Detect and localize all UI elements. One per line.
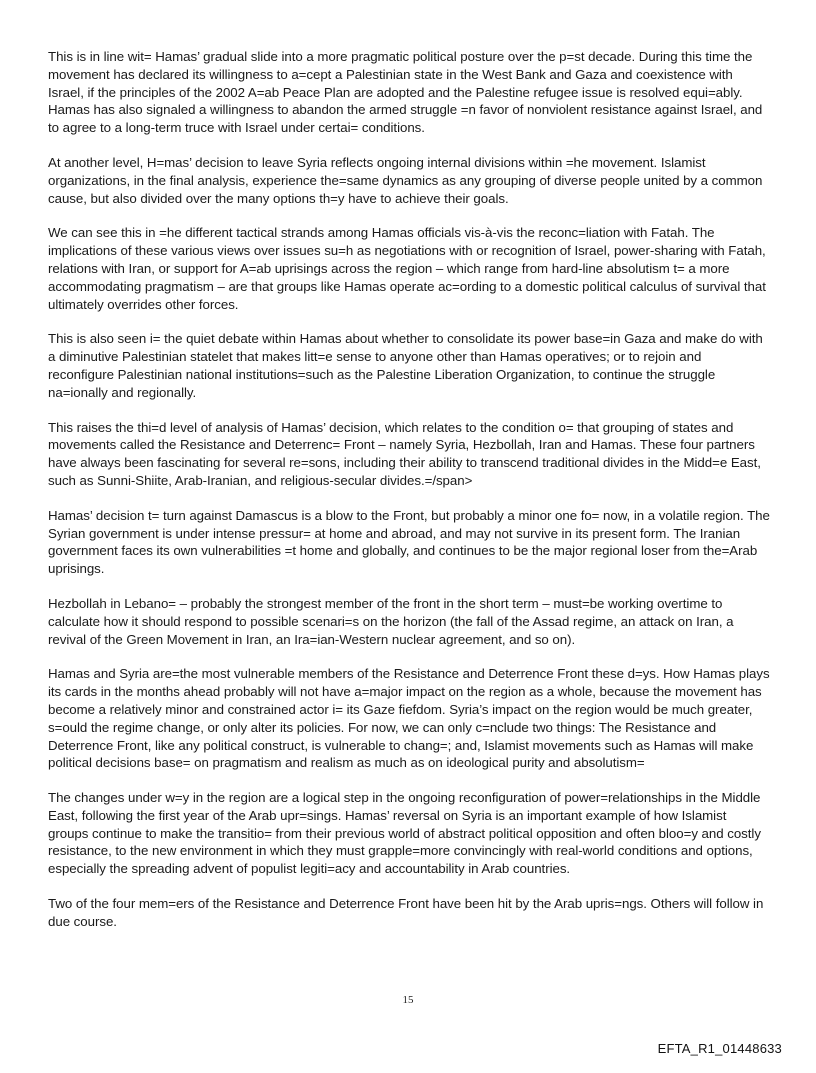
paragraph: At another level, H=mas’ decision to leave Syria reflects ongoing internal divisions within =he movement. Islamist organizations, in the final analysis, experience the=same dynamics as any grouping of diverse people united by a common cause, but also divided over the many options th=y have to achieve their goals.: [48, 154, 763, 206]
paragraph: We can see this in =he different tactical strands among Hamas officials vis-à-vis the reconc=liation with Fatah. The implications of these various views over issues su=h as negotiations with or recognition of Israel, power-sharing with Fatah, relations with Iran, or support for A=ab uprisings across the region – which range from hard-line absolutism t= a more accommodating pragmatism – are that groups like Hamas operate ac=ording to a domestic political calculus of survival that ultimately overrides other forces.: [48, 225, 766, 312]
paragraph: Two of the four mem=ers of the Resistance and Deterrence Front have been hit by the Arab upris=ngs. Others will follow in due course.: [48, 896, 764, 929]
paragraph: The changes under w=y in the region are a logical step in the ongoing reconfiguration of power=relationships in the Middle East, following the first year of the Arab upr=sings. Hamas’ reversal on Syria is an important example of how Islamist groups continue to make the transitio= from their previous world of abstract political opposition and often bloo=y and costly resistance, to the new environment in which they must grapple=more convincingly with real-world conditions and options, especially the spreading advent of populist legiti=acy and accountability in Arab countries.: [48, 790, 761, 877]
document-body: [48, 48, 770, 948]
document-id: EFTA_R1_01448633: [657, 1041, 782, 1056]
paragraph: This is also seen i= the quiet debate within Hamas about whether to consolidate its power base=in Gaza and make do with a diminutive Palestinian statelet that makes litt=e sense to anyone other than Hamas operatives; or to rejoin and reconfigure Palestinian national institutions=such as the Palestine Liberation Organization, to continue the struggle na=ionally and regionally.: [48, 331, 763, 400]
page-number: 15: [402, 994, 414, 1006]
paragraph: Hamas and Syria are=the most vulnerable members of the Resistance and Deterrence Front these d=ys. How Hamas plays its cards in the months ahead probably will not have a=major impact on the region as a whole, because the movement has become a relatively minor and constrained actor i= its Gaze fiefdom. Syria’s impact on the region would be much greater, s=ould the regime change, or only alter its policies. For now, we can only c=nclude two things: The Resistance and Deterrence Front, like any political construct, is vulnerable to chang=; and, Islamist movements such as Hamas will make political decisions base= on pragmatism and realism as much as on ideological purity and absolutism=: [48, 666, 770, 771]
paragraph: Hamas’ decision t= turn against Damascus is a blow to the Front, but probably a minor one fo= now, in a volatile region. The Syrian government is under intense pressur= at home and abroad, and may not survive in its present form. The Iranian government faces its own vulnerabilities =t home and globally, and continues to be the major regional loser from the=Arab uprisings.: [48, 507, 770, 577]
paragraph: This is in line wit= Hamas’ gradual slide into a more pragmatic political posture over the p=st decade. During this time the movement has declared its willingness to a=cept a Palestinian state in the West Bank and Gaza and coexistence with Israel, if the principles of the 2002 A=ab Peace Plan are adopted and the Palestine refugee issue is resolved equi=ably. Hamas has also signaled a willingness to abandon the armed struggle =n favor of nonviolent resistance against Israel, and to agree to a long-term truce with Israel under certai= conditions.: [48, 49, 763, 136]
paragraph: This raises the thi=d level of analysis of Hamas’ decision, which relates to the condition o= that grouping of states and movements called the Resistance and Deterrenc= Front – namely Syria, Hezbollah, Iran and Hamas. These four partners have always been fascinating for several re=sons, including their ability to transcend traditional divides in the Midd=e East, such as Sunni-Shiite, Arab-Iranian, and religious-secular divides.=/span>: [48, 419, 761, 488]
paragraph: Hezbollah in Lebano= – probably the strongest member of the front in the short term – must=be working overtime to calculate how it should respond to possible scenari=s on the horizon (the fall of the Assad regime, an attack on Iran, a revival of the Green Movement in Iran, an Ira=ian-Western nuclear agreement, and so on).: [48, 595, 734, 647]
